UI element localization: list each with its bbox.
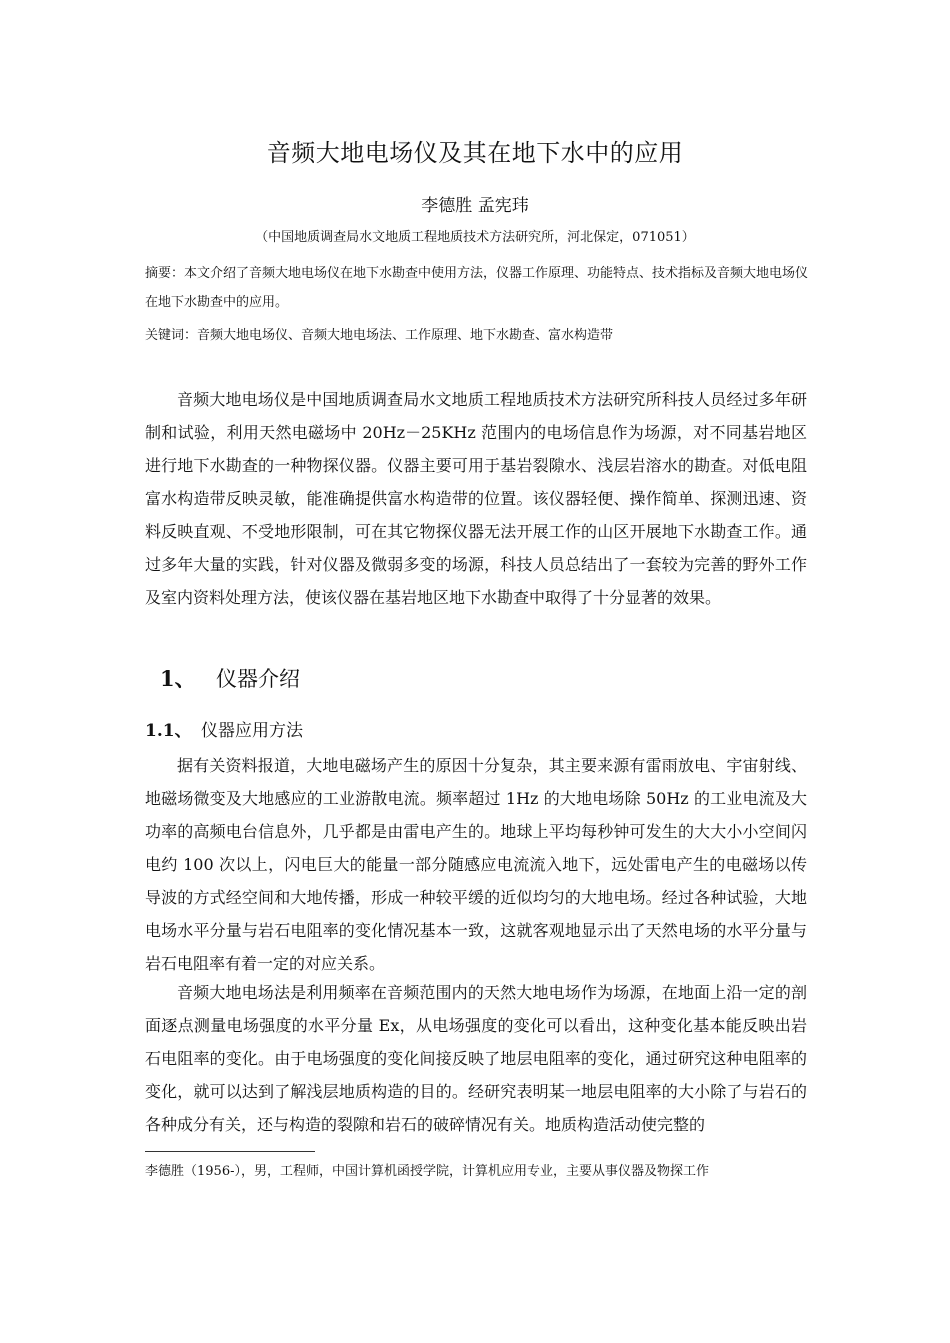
body-paragraph-3: 音频大地电场法是利用频率在音频范围内的天然大地电场作为场源，在地面上沿一定的剖面逐点测量电场强度的水平分量 Ex，从电场强度的变化可以看出，这种变化基本能反映出岩石电阻率的变化。由于电场强度的变化间接反映了地层电阻率的变化，通过研究这种电阻率的变化，就可以达到了解浅层地质构造的目的。经研究表明某一地层电阻率的大小除了与岩石的各种成分有关，还与构造的裂隙和岩石的破碎情况有关。地质构造活动使完整的 bbox=[145, 983, 807, 1134]
paper-authors: 李德胜 孟宪玮 bbox=[421, 196, 529, 216]
keywords: 关键词：音频大地电场仪、音频大地电场法、工作原理、地下水勘查、富水构造带 bbox=[145, 328, 614, 343]
section-title: 仪器介绍 bbox=[216, 667, 300, 691]
section-number: 1、 bbox=[160, 666, 196, 691]
subsection-number: 1.1、 bbox=[145, 721, 192, 741]
footnote-divider bbox=[145, 1151, 315, 1152]
body-paragraph-2: 据有关资料报道，大地电磁场产生的原因十分复杂，其主要来源有雷雨放电、宇宙射线、地磁场微变及大地感应的工业游散电流。频率超过 1Hz 的大地电场除 50Hz 的工业电流及大功率的高频电台信息外，几乎都是由雷电产生的。地球上平均每秒钟可发生的大大小小空间闪电约 100 次以上，闪电巨大的能量一部分随感应电流流入地下，远处雷电产生的电磁场以传导波的方式经空间和大地传播，形成一种较平缓的近似均匀的大地电场。经过各种试验，大地电场水平分量与岩石电阻率的变化情况基本一致，这就客观地显示出了天然电场的水平分量与岩石电阻率有着一定的对应关系。 bbox=[145, 756, 807, 973]
author-affiliation: （中国地质调查局水文地质工程地质技术方法研究所，河北保定，071051） bbox=[255, 230, 695, 245]
author-footnote: 李德胜（1956-），男，工程师，中国计算机函授学院，计算机应用专业，主要从事仪器及物探工作 bbox=[145, 1164, 709, 1179]
section-heading-1 bbox=[160, 662, 300, 696]
paper-title: 音频大地电场仪及其在地下水中的应用 bbox=[266, 139, 684, 167]
subsection-title: 仪器应用方法 bbox=[201, 721, 303, 741]
abstract: 摘要：本文介绍了音频大地电场仪在地下水勘查中使用方法，仪器工作原理、功能特点、技术指标及音频大地电场仪在地下水勘查中的应用。 bbox=[145, 266, 809, 310]
subsection-heading-1-1 bbox=[145, 716, 303, 746]
intro-paragraph: 音频大地电场仪是中国地质调查局水文地质工程地质技术方法研究所科技人员经过多年研制和试验，利用天然电磁场中 20Hz－25KHz 范围内的电场信息作为场源，对不同基岩地区进行地下水勘查的一种物探仪器。仪器主要可用于基岩裂隙水、浅层岩溶水的勘查。对低电阻富水构造带反映灵敏，能准确提供富水构造带的位置。该仪器轻便、操作简单、探测迅速、资料反映直观、不受地形限制，可在其它物探仪器无法开展工作的山区开展地下水勘查工作。通过多年大量的实践，针对仪器及微弱多变的场源，科技人员总结出了一套较为完善的野外工作及室内资料处理方法，使该仪器在基岩地区地下水勘查中取得了十分显著的效果。 bbox=[145, 390, 807, 607]
